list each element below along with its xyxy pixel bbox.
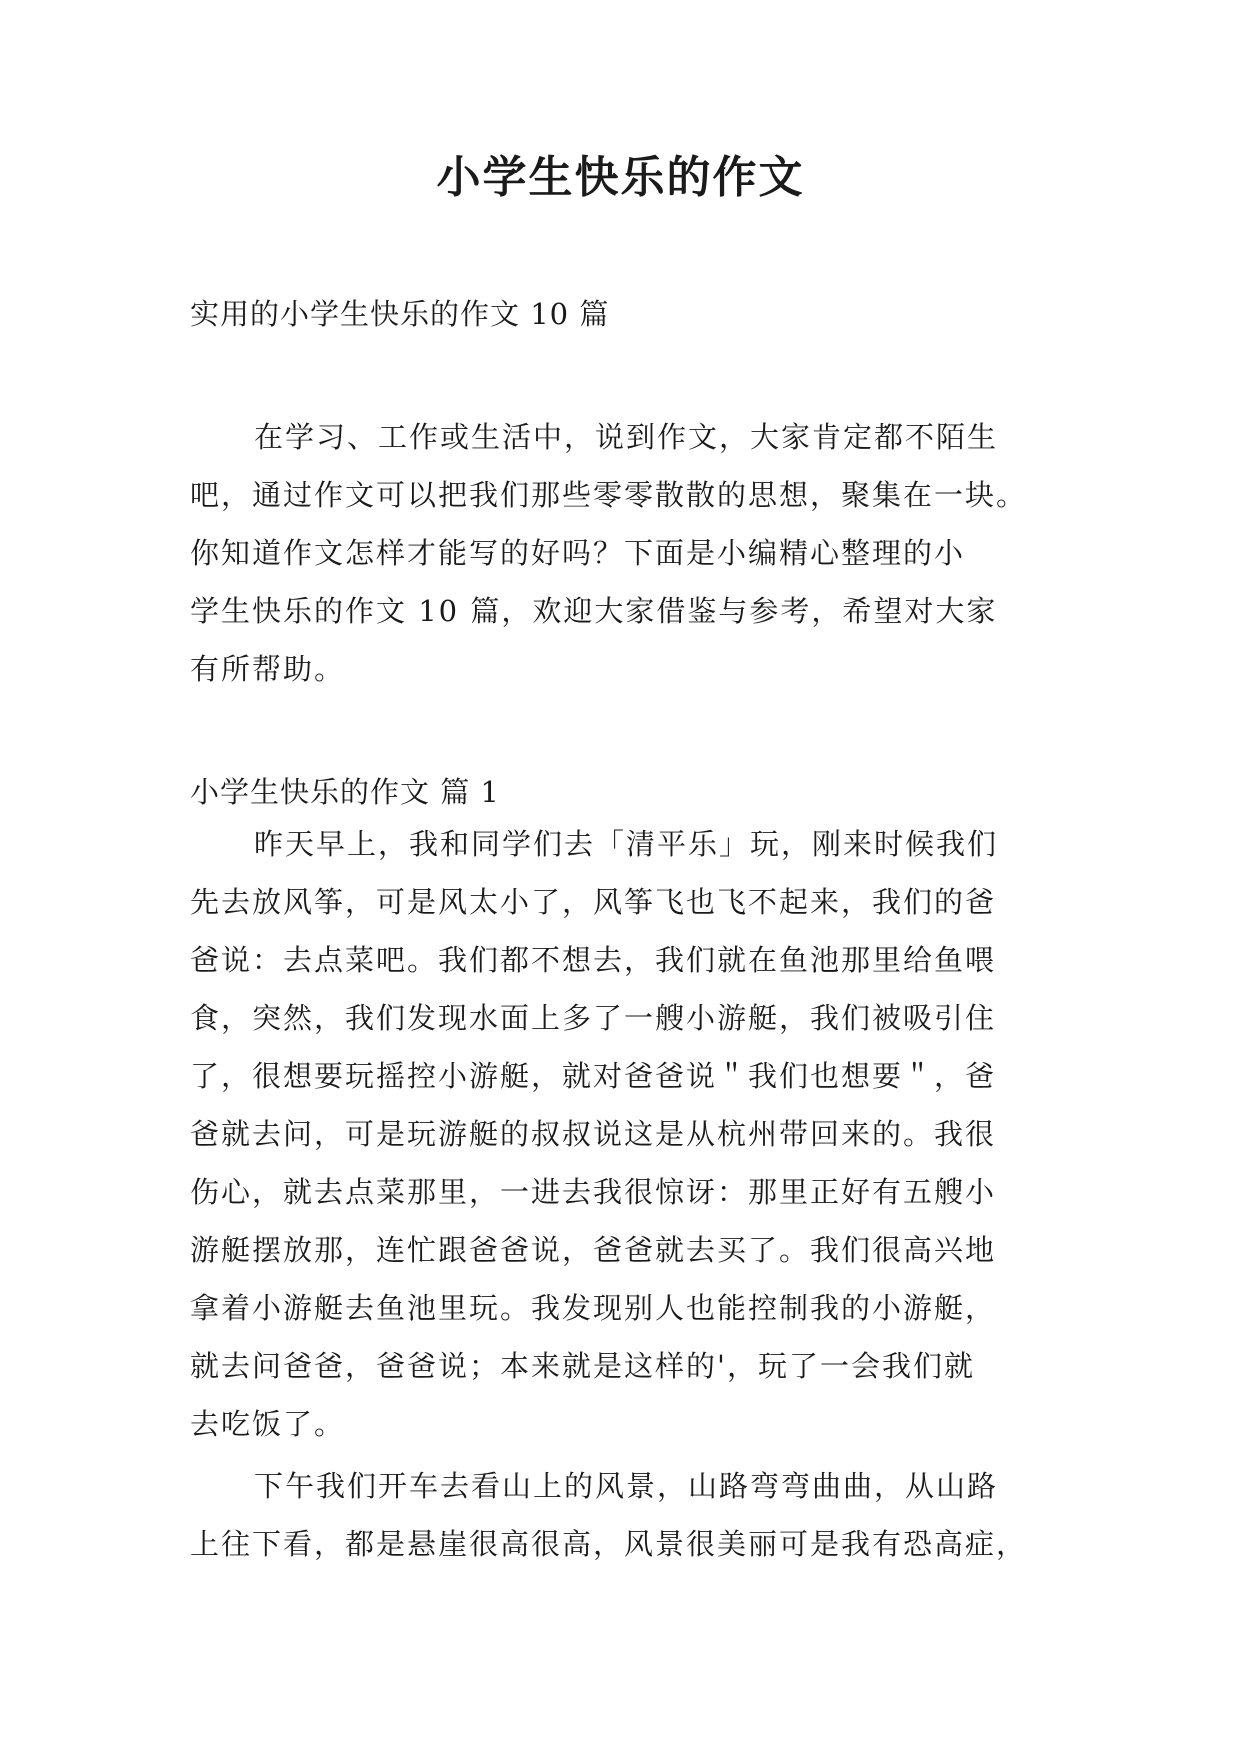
document-title: 小学生快乐的作文 xyxy=(436,152,805,203)
text-line: 游艇摆放那，连忙跟爸爸说，爸爸就去买了。我们很高兴地 xyxy=(190,1233,997,1267)
text-line: 有所帮助。 xyxy=(190,652,346,686)
section-heading: 小学生快乐的作文 篇 1 xyxy=(190,775,500,809)
text-line: 先去放风筝，可是风太小了，风筝飞也飞不起来，我们的爸 xyxy=(190,885,997,919)
document-subtitle: 实用的小学生快乐的作文 10 篇 xyxy=(190,297,610,331)
text-line: 就去问爸爸，爸爸说；本来就是这样的'，玩了一会我们就 xyxy=(190,1349,975,1383)
text-line: 爸说：去点菜吧。我们都不想去，我们就在鱼池那里给鱼喂 xyxy=(190,943,997,977)
text-line: 食，突然，我们发现水面上多了一艘小游艇，我们被吸引住 xyxy=(190,1001,997,1035)
text-line: 上往下看，都是悬崖很高很高，风景很美丽可是我有恐高症， xyxy=(190,1527,1028,1561)
text-line: 去吃饭了。 xyxy=(190,1407,346,1441)
text-line: 爸就去问，可是玩游艇的叔叔说这是从杭州带回来的。我很 xyxy=(190,1117,997,1151)
body-paragraph-1 xyxy=(190,815,1060,1453)
text-line: 伤心，就去点菜那里，一进去我很惊讶：那里正好有五艘小 xyxy=(190,1175,997,1209)
text-line: 昨天早上，我和同学们去「清平乐」玩，刚来时候我们 xyxy=(254,827,999,861)
text-line: 学生快乐的作文 10 篇，欢迎大家借鉴与参考，希望对大家 xyxy=(190,594,998,628)
text-line: 吧，通过作文可以把我们那些零零散散的思想，聚集在一块。 xyxy=(190,478,1028,512)
text-line: 拿着小游艇去鱼池里玩。我发现别人也能控制我的小游艇， xyxy=(190,1291,997,1325)
text-line: 了，很想要玩摇控小游艇，就对爸爸说＂我们也想要＂，爸 xyxy=(190,1059,997,1093)
text-line: 下午我们开车去看山上的风景，山路弯弯曲曲，从山路 xyxy=(254,1469,999,1503)
body-paragraph-2 xyxy=(190,1457,1060,1573)
intro-paragraph xyxy=(190,408,1060,698)
text-line: 你知道作文怎样才能写的好吗？下面是小编精心整理的小 xyxy=(190,536,966,570)
text-line: 在学习、工作或生活中，说到作文，大家肯定都不陌生 xyxy=(254,420,999,454)
